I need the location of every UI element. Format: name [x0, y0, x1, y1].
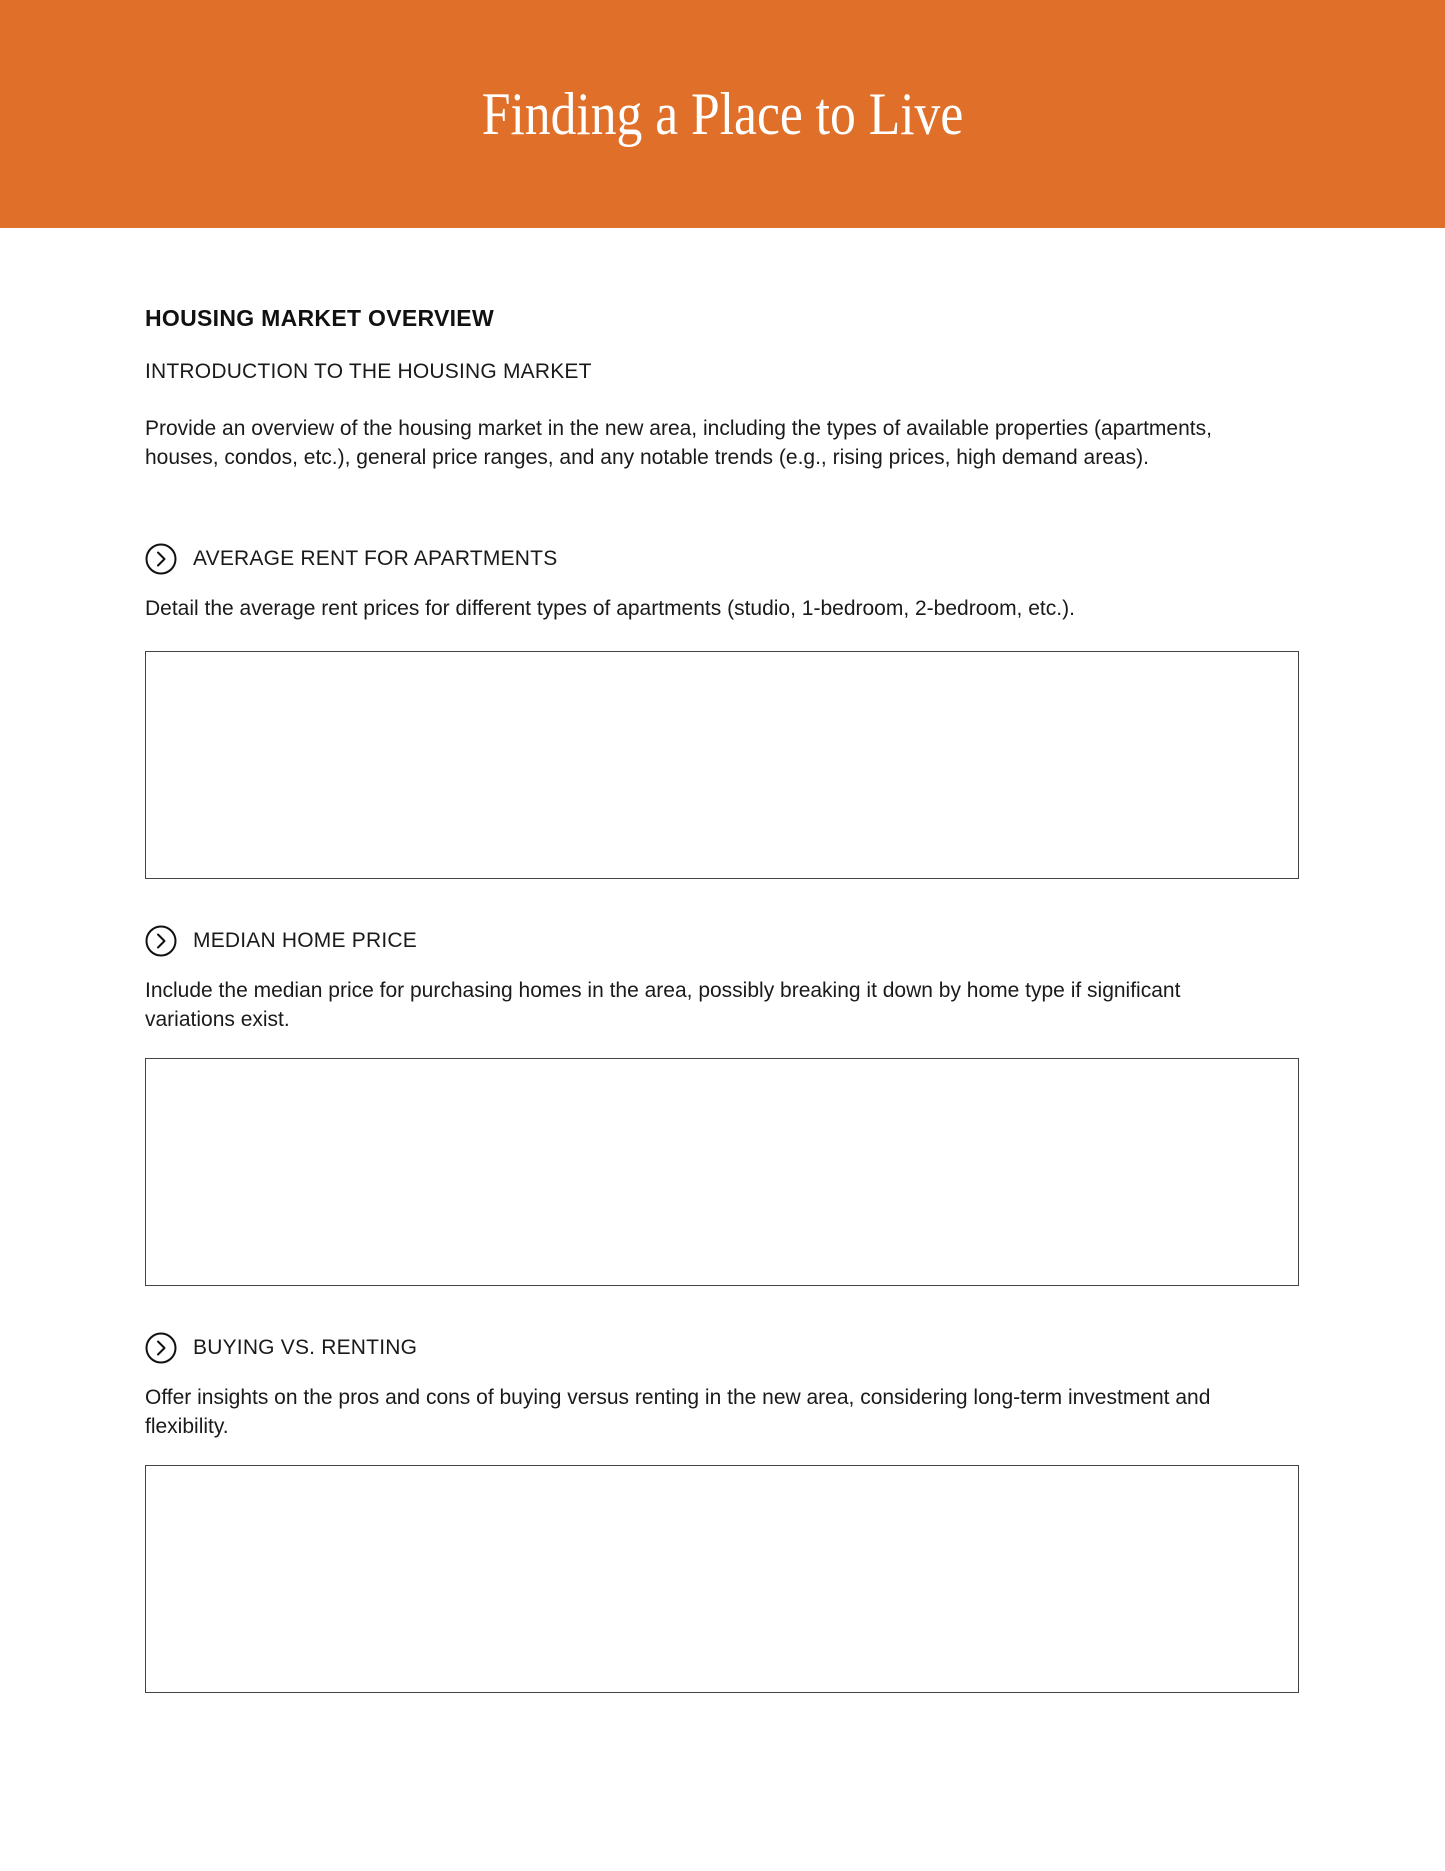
item-heading-average-rent [145, 543, 557, 575]
section-heading: HOUSING MARKET OVERVIEW [145, 305, 494, 331]
chevron-right-circle-icon [145, 925, 177, 957]
item-description: Detail the average rent prices for different types of apartments (studio, 1-bedroom, 2-bedroom, etc.). [145, 597, 1075, 620]
chevron-right-circle-icon [145, 1332, 177, 1364]
header-banner [0, 0, 1445, 228]
item-heading-median-home-price [145, 925, 417, 957]
section-subheading: INTRODUCTION TO THE HOUSING MARKET [145, 360, 592, 383]
page-title: Finding a Place to Live [481, 81, 964, 147]
item-heading-buying-vs-renting [145, 1332, 417, 1364]
item-description: Include the median price for purchasing homes in the area, possibly breaking it down by home type if significant variations exist. [145, 979, 1181, 1031]
chevron-right-circle-icon [145, 543, 177, 575]
buying-vs-renting-answer-box[interactable] [145, 1465, 1299, 1693]
item-label: BUYING VS. RENTING [193, 1336, 418, 1359]
section-description: Provide an overview of the housing market in the new area, including the types of available properties (apartments, houses, condos, etc.), general price ranges, and any notable trends (e.g., rising prices, high demand areas). [145, 417, 1212, 469]
average-rent-answer-box[interactable] [145, 651, 1299, 879]
item-label: AVERAGE RENT FOR APARTMENTS [193, 547, 558, 570]
item-description: Offer insights on the pros and cons of buying versus renting in the new area, considering long-term investment and flexibility. [145, 1386, 1211, 1438]
item-label: MEDIAN HOME PRICE [193, 929, 417, 952]
median-home-price-answer-box[interactable] [145, 1058, 1299, 1286]
